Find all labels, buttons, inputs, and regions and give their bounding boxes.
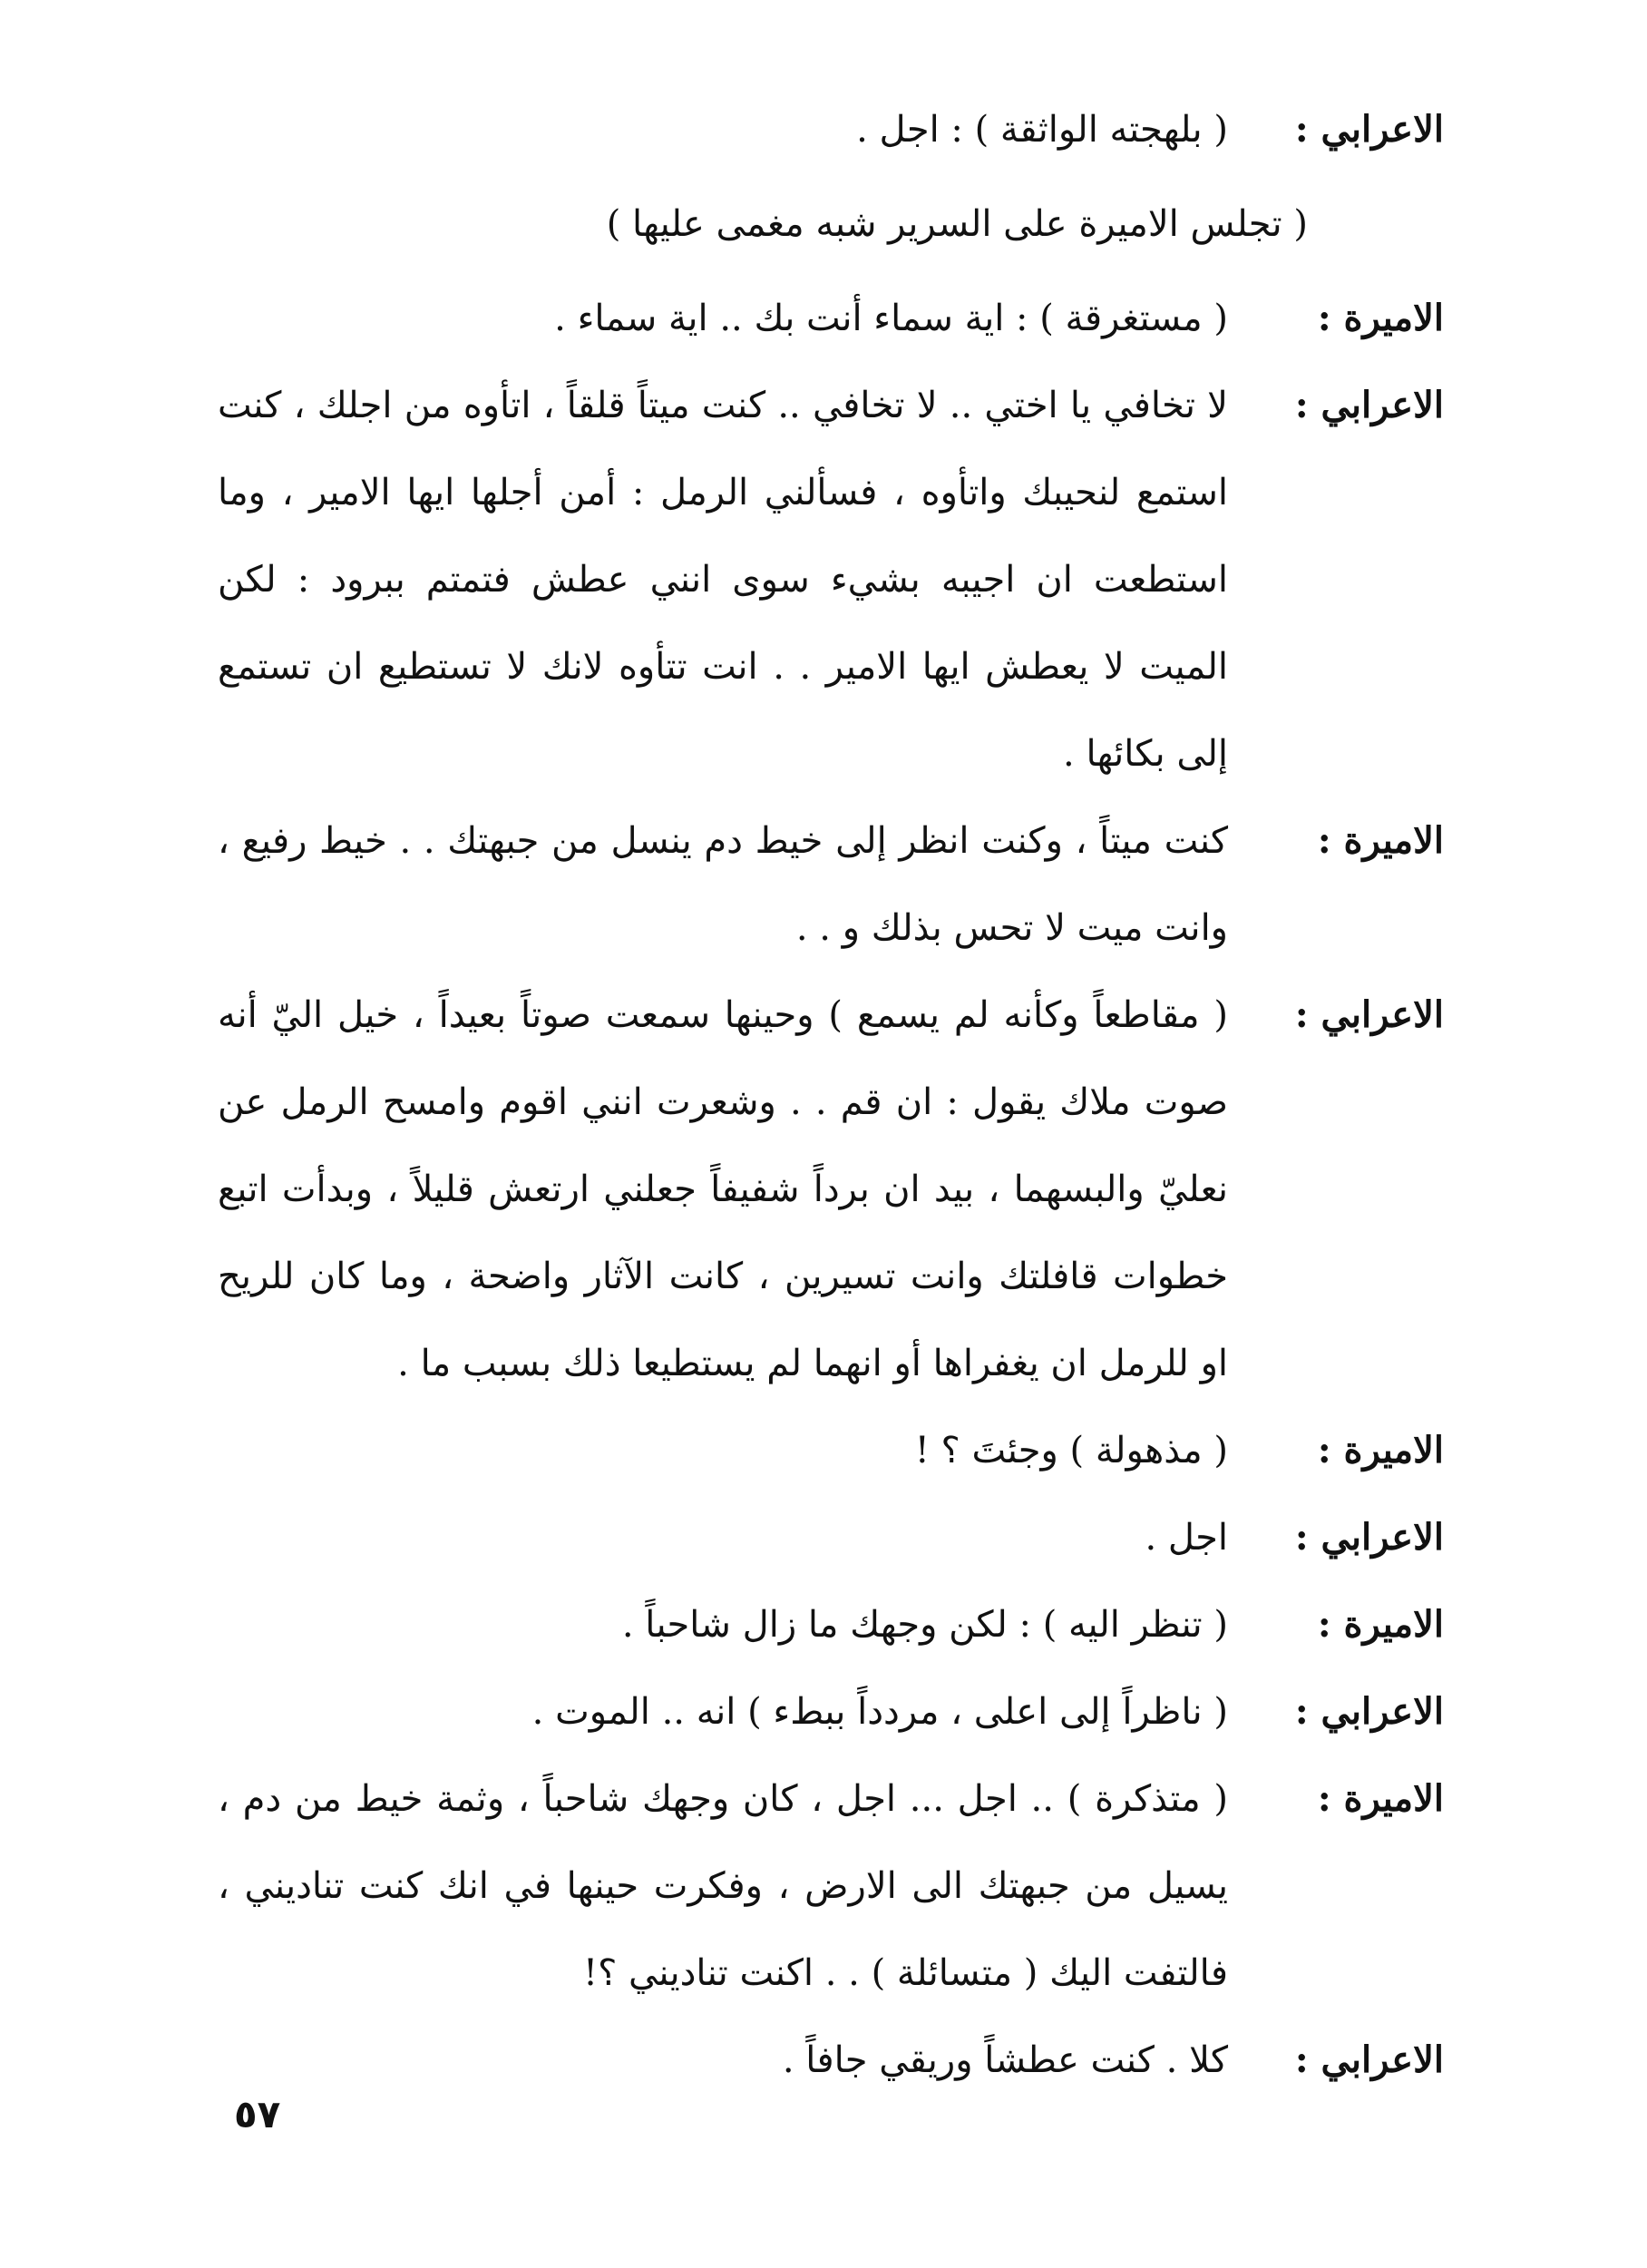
dialogue-entry (210, 797, 1444, 972)
speaker-label: الاعرابي : (1294, 1516, 1444, 1559)
stage-direction: ( تجلس الاميرة على السرير شبه مغمى عليها ) (606, 203, 1308, 245)
speaker-label: الاعرابي : (1294, 1690, 1444, 1733)
page-number: ٥٧ (234, 2092, 281, 2136)
speaker-label: الاعرابي : (1294, 993, 1444, 1036)
speaker-label: الاعرابي : (1294, 108, 1444, 151)
speech-text: كنت ميتاً ، وكنت انظر إلى خيط دم ينسل من جبهتك . . خيط رفيع ، وانت ميت لا تحس بذلك و . . (218, 820, 1228, 949)
speech-text: اجل . (1145, 1517, 1228, 1559)
speech-text: ( مقاطعاً وكأنه لم يسمع ) وحينها سمعت صوتاً بعيداً ، خيل اليّ أنه صوت ملاك يقول : ان قم . . وشعرت انني اقوم وامسح الرمل عن نعليّ والبسهما ، بيد ان برداً شفيفاً جعلني ارتعش قليلاً ، وبدأت اتبع خطوات قافلتك وانت تسيرين ، كانت الآثار واضحة ، وما كان للريح او للرمل ان يغفراها أو انهما لم يستطيعا ذلك بسبب ما . (218, 994, 1228, 1384)
speaker-label: الاميرة : (1317, 819, 1444, 862)
dialogue-entry (210, 1407, 1444, 1494)
speaker-label: الاميرة : (1317, 1429, 1444, 1471)
dialogue-entry (210, 275, 1444, 362)
speaker-label: الاميرة : (1317, 1603, 1444, 1646)
dialogue-entry (210, 362, 1444, 797)
dialogue-text-block (210, 86, 1444, 2104)
dialogue-entry (210, 1581, 1444, 1668)
speech-text: ( مذهولة ) وجئتَ ؟ ! (914, 1430, 1228, 1471)
speech-text: لا تخافي يا اختي .. لا تخافي .. كنت ميتاً قلقاً ، اتأوه من اجلك ، كنت استمع لنحيبك واتأوه ، فسألني الرمل : أمن أجلها ايها الامير ، وما استطعت ان اجيبه بشيء سوى انني عطش فتمتم ببرود : لكن الميت لا يعطش ايها الامير . . انت تتأوه لانك لا تستطيع ان تستمع إلى بكائها . (218, 385, 1229, 775)
speaker-label: الاعرابي : (1294, 384, 1444, 426)
dialogue-entry (210, 1668, 1444, 1755)
speech-text: كلا . كنت عطشاً وريقي جافاً . (782, 2039, 1228, 2081)
speaker-label: الاميرة : (1317, 1777, 1444, 1820)
speech-text: ( متذكرة ) .. اجل ... اجل ، كان وجهك شاحباً ، وثمة خيط من دم ، يسيل من جبهتك الى الارض ، وفكرت حينها في انك كنت تناديني ، فالتفت اليك ( متسائلة ) . . اكنت تناديني ؟! (218, 1778, 1228, 1994)
dialogue-entry (210, 2017, 1444, 2104)
speech-text: ( مستغرقة ) : اية سماء أنت بك .. اية سماء . (554, 298, 1228, 339)
dialogue-entry (210, 972, 1444, 1407)
speech-text: ( بلهجته الواثقة ) : اجل . (856, 109, 1228, 151)
speaker-label: الاعرابي : (1294, 2038, 1444, 2081)
dialogue-entry (210, 1494, 1444, 1581)
dialogue-entry (210, 86, 1444, 173)
speech-text: ( ناظراً إلى اعلى ، مردداً ببطء ) انه .. الموت . (531, 1691, 1228, 1733)
speaker-label: الاميرة : (1317, 297, 1444, 339)
dialogue-entry (210, 1755, 1444, 2017)
speech-text: ( تنظر اليه ) : لكن وجهك ما زال شاحباً . (621, 1604, 1228, 1646)
